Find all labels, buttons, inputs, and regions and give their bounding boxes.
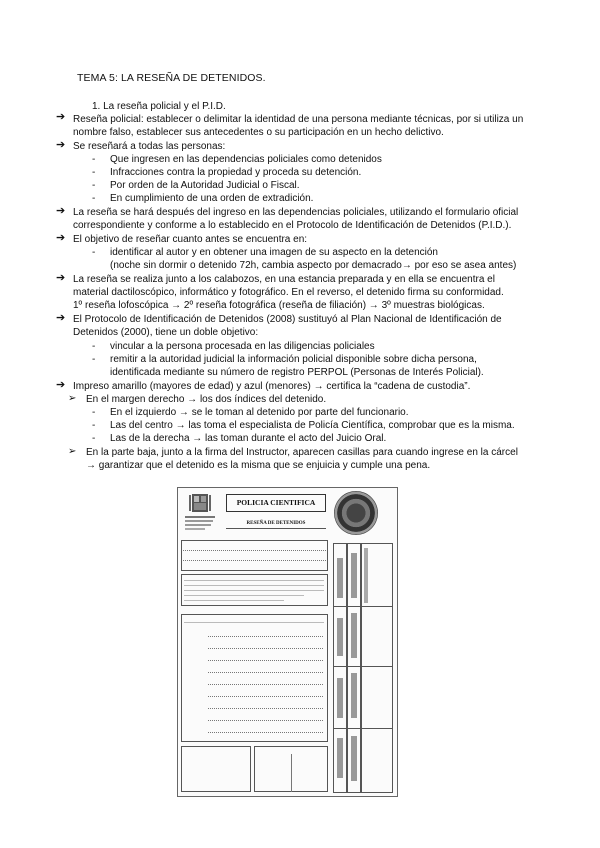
form-line [183, 560, 326, 561]
form-header: POLICIA CIENTIFICA [236, 498, 316, 507]
form-line [208, 660, 323, 661]
paragraph-line: La reseña se realiza junto a los calabozos, en una estancia preparada y en ella se encuentra el [73, 274, 495, 285]
paragraph-line: → garantizar que el detenido es la misma que se enjuicia y cumple una pena. [86, 460, 431, 471]
list-item: Que ingresen en las dependencias policiales como detenidos [110, 154, 382, 165]
paragraph-line: El objetivo de reseñar cuanto antes se encuentra en: [73, 234, 308, 245]
dash-bullet: - [92, 247, 96, 258]
form-subheader: RESEÑA DE DETENIDOS [246, 521, 306, 526]
vertical-label [351, 673, 357, 718]
paragraph-line: Reseña policial: establecer o delimitar la identidad de una persona mediante técnicas, por si utiliza un [73, 114, 524, 125]
crest-block [181, 491, 219, 535]
form-line [184, 580, 324, 581]
paragraph-line: Impreso amarillo (mayores de edad) y azul (menores) → certifica la “cadena de custodia”. [73, 381, 471, 392]
vertical-label [337, 618, 343, 656]
dash-bullet: - [92, 354, 96, 365]
arrow-icon: ➔ [56, 312, 66, 324]
form-line [184, 585, 324, 586]
dash-bullet: - [92, 154, 96, 165]
form-line [184, 595, 304, 596]
section-heading: 1. La reseña policial y el P.I.D. [92, 101, 226, 112]
form-line [184, 600, 284, 601]
form-line [208, 708, 323, 709]
seal-icon [334, 491, 378, 535]
form-divider [333, 666, 393, 667]
form-line [183, 550, 326, 551]
paragraph-line: En la parte baja, junto a la firma del Instructor, aparecen casillas para cuando ingrese en la cárcel [86, 447, 518, 458]
arrowhead-icon: ➢ [68, 446, 77, 457]
arrow-icon: ➔ [56, 379, 66, 391]
dash-bullet: - [92, 407, 96, 418]
form-header-box [226, 494, 326, 512]
page-title: TEMA 5: LA RESEÑA DE DETENIDOS. [77, 72, 266, 84]
paragraph-line: En el margen derecho → los dos índices del detenido. [86, 394, 327, 405]
dash-bullet: - [92, 433, 96, 444]
vertical-label [337, 738, 343, 778]
form-divider [291, 754, 292, 792]
vertical-label [351, 613, 357, 658]
arrowhead-icon: ➢ [68, 393, 77, 404]
dash-bullet: - [92, 167, 96, 178]
vertical-label [337, 558, 343, 598]
list-item: Las del centro → las toma el especialista de Policía Científica, comprobar que es la misma. [110, 420, 515, 431]
arrow-icon: ➔ [56, 139, 66, 151]
vertical-label [364, 548, 368, 603]
list-item: identificar al autor y en obtener una imagen de su aspecto en la detención [110, 247, 438, 258]
paragraph-line: 1º reseña lofoscópica → 2º reseña fotográfica (reseña de filiación) → 3º muestras biológicas. [73, 300, 485, 311]
form-line [208, 732, 323, 733]
form-line [208, 636, 323, 637]
form-line [184, 622, 324, 623]
arrow-icon: ➔ [56, 232, 66, 244]
paragraph-line: nombre falso, establecer sus antecedentes o su participación en un hecho delictivo. [73, 127, 444, 138]
paragraph-line: material dactiloscópico, informático y fotográfico. En el reverso, el detenido firma su conformidad. [73, 287, 504, 298]
list-item: vincular a la persona procesada en las diligencias policiales [110, 341, 375, 352]
list-item: Por orden de la Autoridad Judicial o Fiscal. [110, 180, 300, 191]
form-line [208, 684, 323, 685]
form-image [177, 487, 398, 797]
paragraph-line: Detenidos (2000), tiene un doble objetivo: [73, 327, 259, 338]
paragraph-line: El Protocolo de Identificación de Detenidos (2008) sustituyó al Plan Nacional de Identificación de [73, 314, 502, 325]
form-instructor-block [181, 746, 251, 792]
vertical-label [337, 678, 343, 718]
list-item: identificada mediante su número de registro PERPOL (Personas de Interés Policial). [110, 367, 484, 378]
list-item: remitir a la autoridad judicial la información policial disponible sobre dicha persona, [110, 354, 477, 365]
form-line [208, 672, 323, 673]
list-item: (noche sin dormir o detenido 72h, cambia aspecto por demacrado→ por eso se asea antes) [110, 260, 517, 271]
dash-bullet: - [92, 420, 96, 431]
paragraph-line: La reseña se hará después del ingreso en las dependencias policiales, utilizando el formulario oficial [73, 207, 519, 218]
form-line [184, 590, 324, 591]
list-item: Las de la derecha → las toman durante el acto del Juicio Oral. [110, 433, 387, 444]
form-line [208, 648, 323, 649]
crest-icon [181, 491, 219, 535]
form-divider [333, 728, 393, 729]
dash-bullet: - [92, 180, 96, 191]
form-line [208, 696, 323, 697]
vertical-label [351, 553, 357, 598]
list-item: Infracciones contra la propiedad y proceda su detención. [110, 167, 362, 178]
form-divider [333, 606, 393, 607]
list-item: En el izquierdo → se le toman al detenido por parte del funcionario. [110, 407, 409, 418]
arrow-icon: ➔ [56, 272, 66, 284]
form-line [208, 720, 323, 721]
divider [226, 528, 326, 529]
arrow-icon: ➔ [56, 111, 66, 123]
form-data-block [181, 540, 328, 571]
arrow-icon: ➔ [56, 205, 66, 217]
list-item: En cumplimiento de una orden de extradición. [110, 193, 314, 204]
paragraph-line: Se reseñará a todas las personas: [73, 141, 226, 152]
vertical-label [351, 736, 357, 781]
paragraph-line: correspondiente y conforme a lo establecido en el Protocolo de Identificación de Detenidos (P.I.D.). [73, 220, 512, 231]
form-filiation-block [181, 614, 328, 742]
dash-bullet: - [92, 341, 96, 352]
dash-bullet: - [92, 193, 96, 204]
